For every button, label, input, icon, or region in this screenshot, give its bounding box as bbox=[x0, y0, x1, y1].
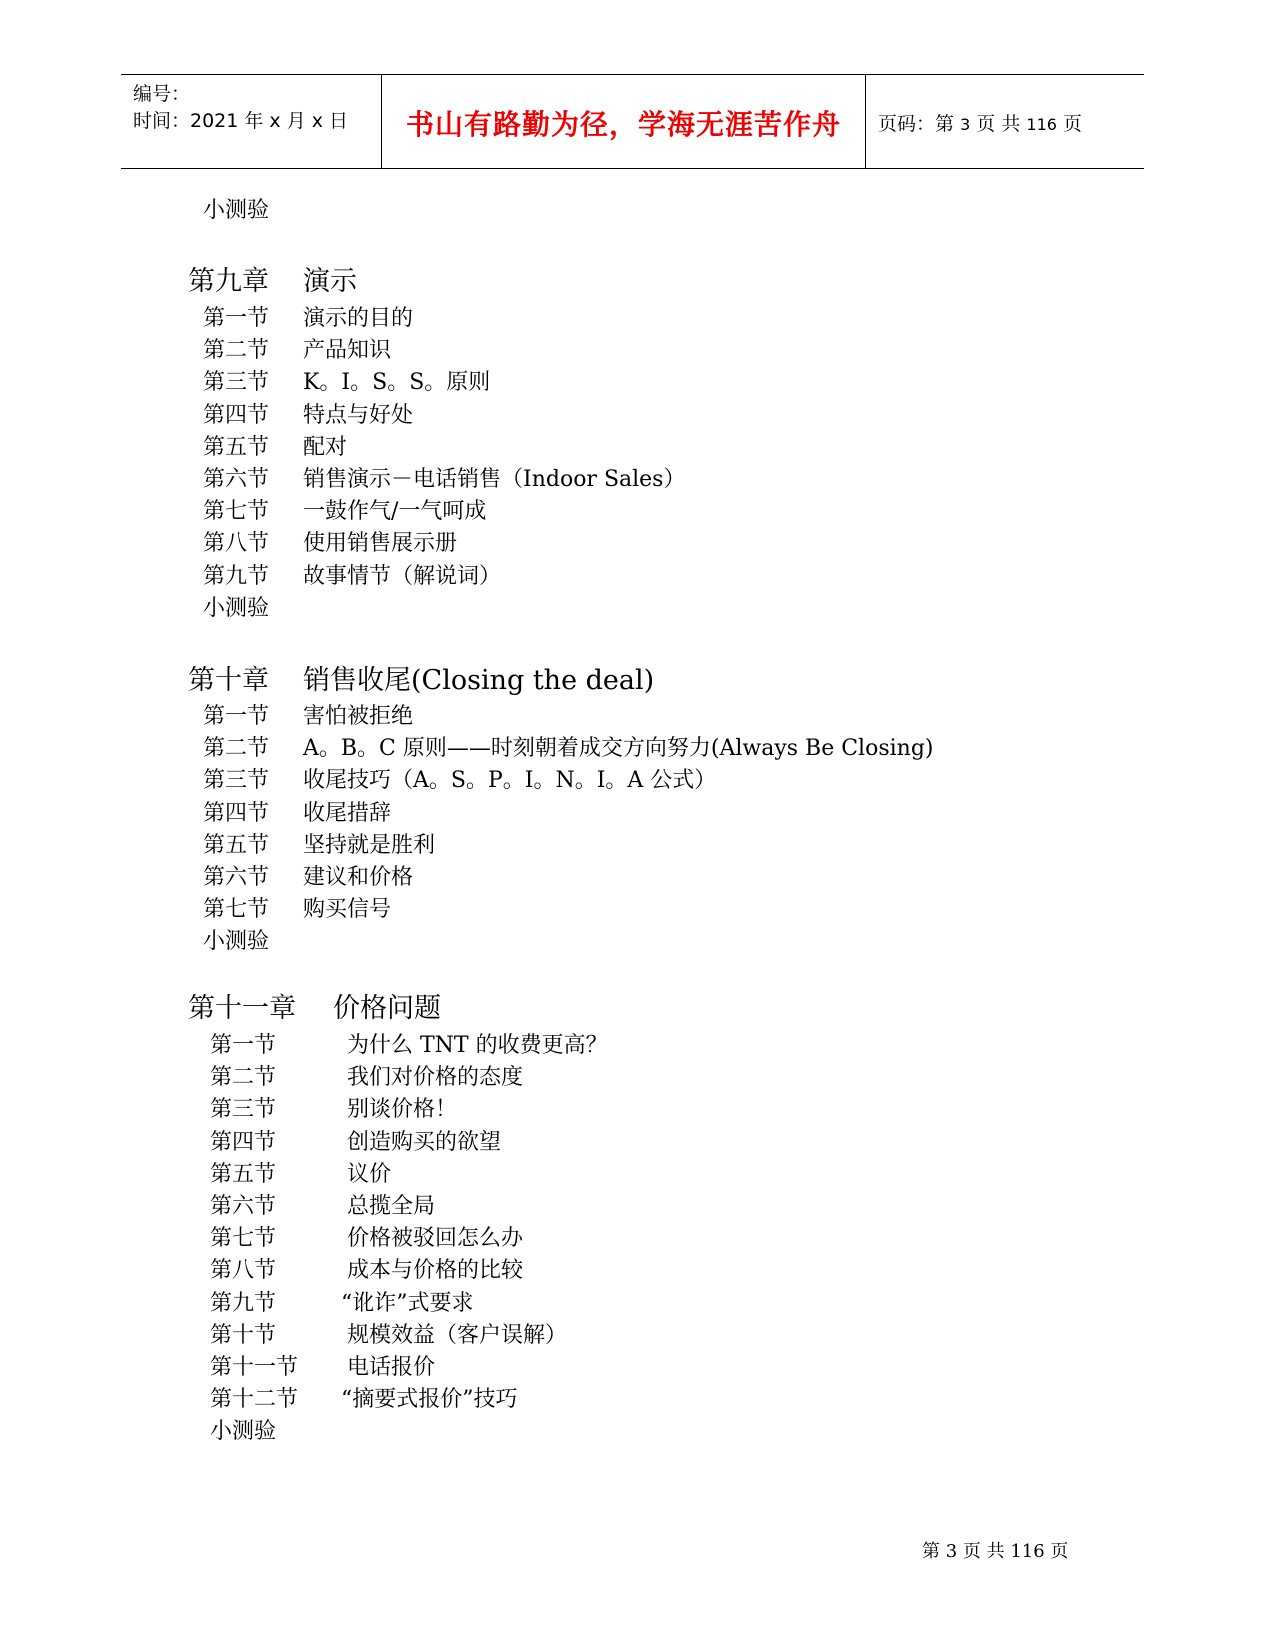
section-title: 产品知识 bbox=[303, 338, 392, 363]
section-number: 第一节 bbox=[203, 704, 270, 729]
section-title: “讹诈”式要求 bbox=[341, 1291, 474, 1316]
page-footer: 第 3 页 共 116 页 bbox=[922, 1541, 1069, 1562]
header-page-indicator bbox=[878, 109, 1082, 136]
section-number: 第三节 bbox=[203, 370, 270, 395]
section-title: 规模效益（客户误解） bbox=[347, 1323, 568, 1348]
chapter-number: 第十章 bbox=[188, 665, 269, 696]
section-number: 第四节 bbox=[203, 801, 270, 826]
section-title: “摘要式报价”技巧 bbox=[341, 1387, 518, 1412]
section-number: 第五节 bbox=[203, 435, 270, 460]
quiz-label: 小测验 bbox=[203, 198, 270, 223]
section-number: 第六节 bbox=[210, 1194, 277, 1219]
section-title: 使用销售展示册 bbox=[303, 531, 458, 556]
header-page-cell bbox=[866, 75, 1144, 168]
section-number: 第六节 bbox=[203, 467, 270, 492]
section-title: 我们对价格的态度 bbox=[347, 1065, 524, 1090]
chapter-title: 价格问题 bbox=[333, 993, 441, 1024]
section-number: 第七节 bbox=[210, 1226, 277, 1251]
section-title: 害怕被拒绝 bbox=[303, 704, 414, 729]
section-number: 第二节 bbox=[203, 736, 270, 761]
section-number: 第六节 bbox=[203, 865, 270, 890]
section-title: 别谈价格！ bbox=[347, 1097, 458, 1122]
section-number: 第十一节 bbox=[210, 1355, 299, 1380]
section-title: 总揽全局 bbox=[347, 1194, 436, 1219]
section-number: 第五节 bbox=[203, 833, 270, 858]
section-number: 第二节 bbox=[203, 338, 270, 363]
section-title: K。I。S。S。原则 bbox=[303, 370, 491, 395]
section-number: 第七节 bbox=[203, 499, 270, 524]
document-time: 时间：2021 年 x 月 x 日 bbox=[133, 110, 349, 132]
section-number: 第七节 bbox=[203, 897, 270, 922]
section-number: 第八节 bbox=[203, 531, 270, 556]
section-title: 为什么 TNT 的收费更高？ bbox=[347, 1033, 608, 1058]
section-title: 创造购买的欲望 bbox=[347, 1130, 502, 1155]
section-title: 收尾技巧（A。S。P。I。N。I。A 公式） bbox=[303, 768, 717, 793]
document-number-label: 编号： bbox=[133, 83, 191, 105]
quiz-label: 小测验 bbox=[203, 929, 270, 954]
page-end-label: 页 bbox=[1062, 113, 1082, 135]
section-number: 第九节 bbox=[210, 1291, 277, 1316]
page-mid-label: 页 共 bbox=[976, 113, 1021, 135]
section-title: A。B。C 原则——时刻朝着成交方向努力(Always Be Closing) bbox=[303, 736, 934, 761]
section-number: 第五节 bbox=[210, 1162, 277, 1187]
page-label: 页码：第 bbox=[878, 113, 955, 135]
chapter-title: 销售收尾(Closing the deal) bbox=[303, 665, 655, 696]
section-title: 特点与好处 bbox=[303, 403, 414, 428]
section-number: 第二节 bbox=[210, 1065, 277, 1090]
section-title: 配对 bbox=[303, 435, 348, 460]
section-title: 议价 bbox=[347, 1162, 392, 1187]
section-title: 一鼓作气/一气呵成 bbox=[303, 499, 487, 524]
section-title: 电话报价 bbox=[347, 1355, 436, 1380]
section-number: 第四节 bbox=[210, 1130, 277, 1155]
chapter-title: 演示 bbox=[303, 266, 357, 297]
section-number: 第三节 bbox=[210, 1097, 277, 1122]
section-number: 第十节 bbox=[210, 1323, 277, 1348]
section-title: 故事情节（解说词） bbox=[303, 564, 502, 589]
header-motto-cell bbox=[382, 75, 866, 168]
section-title: 收尾措辞 bbox=[303, 801, 392, 826]
section-title: 购买信号 bbox=[303, 897, 392, 922]
header-info-cell bbox=[121, 75, 382, 168]
section-number: 第一节 bbox=[203, 306, 270, 331]
section-number: 第三节 bbox=[203, 768, 270, 793]
header-motto: 书山有路勤为径，学海无涯苦作舟 bbox=[405, 108, 841, 141]
quiz-label: 小测验 bbox=[203, 596, 270, 621]
chapter-number: 第九章 bbox=[188, 266, 269, 297]
section-number: 第四节 bbox=[203, 403, 270, 428]
section-title: 演示的目的 bbox=[303, 306, 414, 331]
page-header bbox=[121, 74, 1144, 169]
section-number: 第一节 bbox=[210, 1033, 277, 1058]
section-number: 第八节 bbox=[210, 1258, 277, 1283]
section-title: 价格被驳回怎么办 bbox=[347, 1226, 524, 1251]
page-number: 3 bbox=[960, 115, 971, 134]
section-title: 建议和价格 bbox=[303, 865, 414, 890]
section-title: 销售演示－电话销售（Indoor Sales） bbox=[303, 467, 686, 492]
section-title: 坚持就是胜利 bbox=[303, 833, 436, 858]
section-title: 成本与价格的比较 bbox=[347, 1258, 524, 1283]
chapter-number: 第十一章 bbox=[188, 993, 296, 1024]
quiz-label: 小测验 bbox=[210, 1419, 277, 1444]
section-number: 第九节 bbox=[203, 564, 270, 589]
page-total: 116 bbox=[1026, 115, 1057, 134]
section-number: 第十二节 bbox=[210, 1387, 299, 1412]
